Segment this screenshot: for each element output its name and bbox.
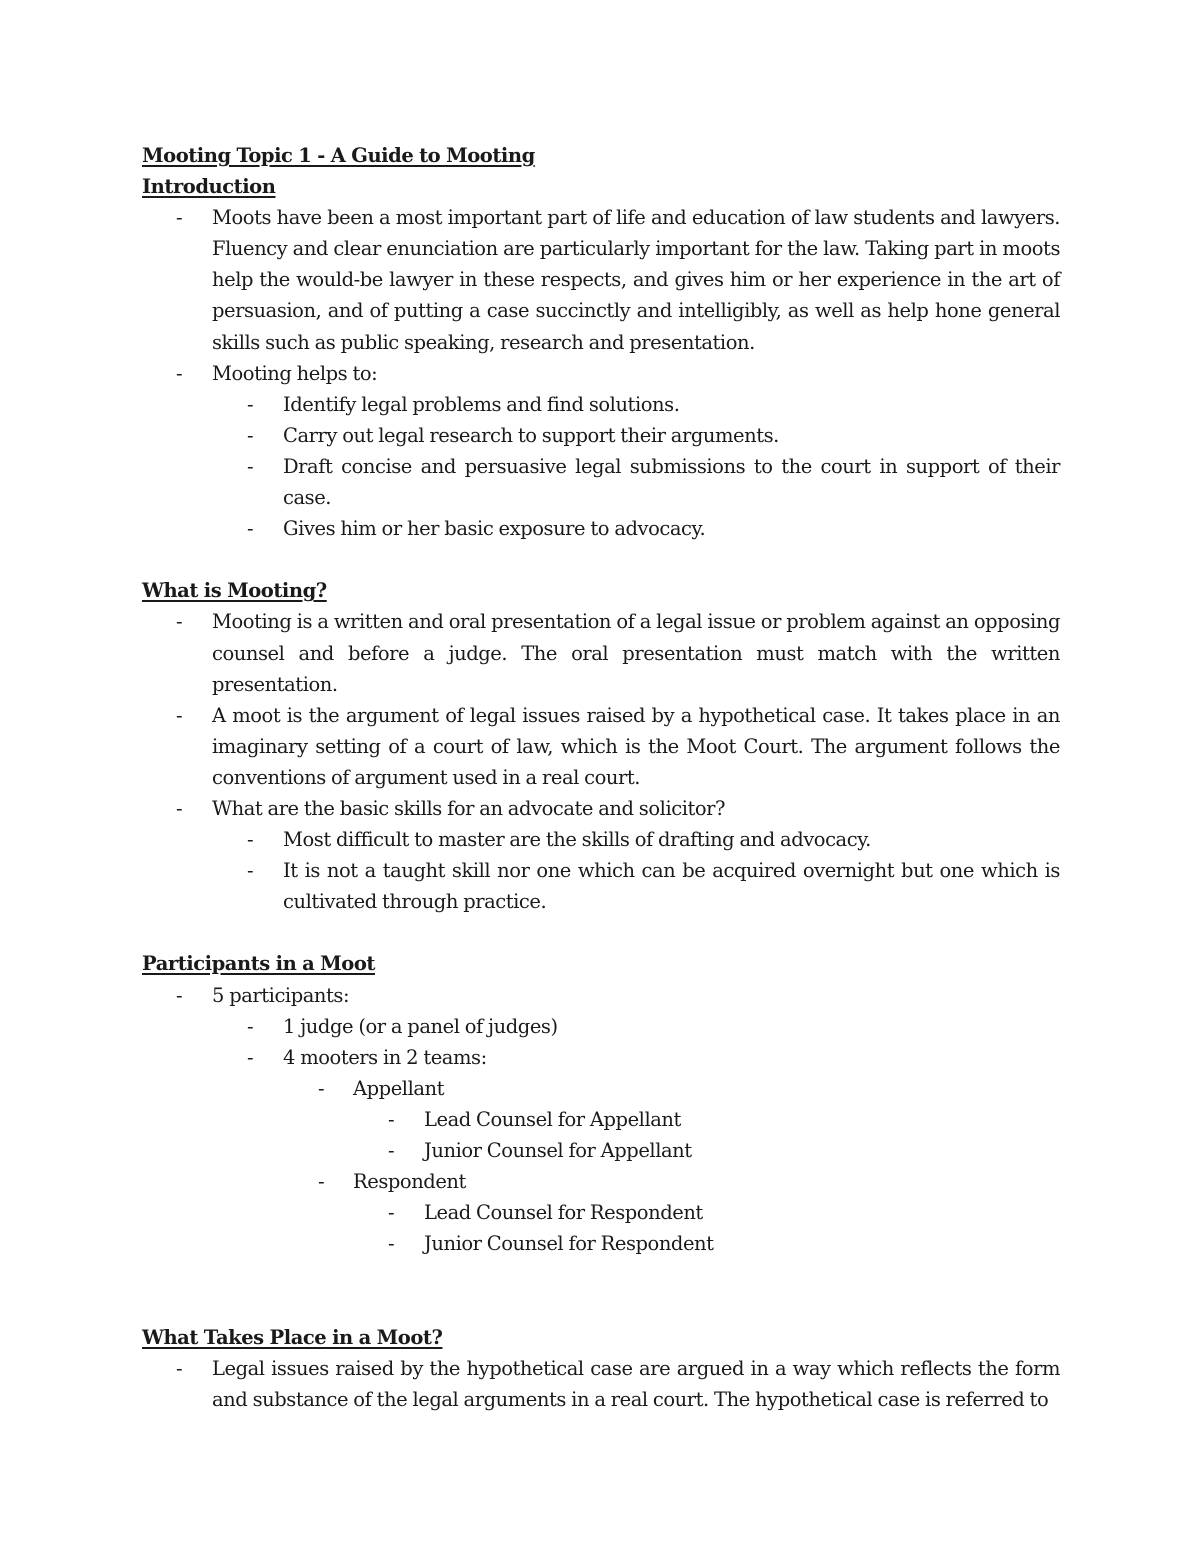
list-item: - Junior Counsel for Appellant xyxy=(142,1135,1060,1166)
list-item: - Appellant xyxy=(142,1073,1060,1104)
list-item: - Most difficult to master are the skills of drafting and advocacy. xyxy=(142,824,1060,855)
bullet-dash: - xyxy=(247,828,254,852)
bullet-dash: - xyxy=(388,1107,395,1131)
list-item: - 5 participants: xyxy=(142,980,1060,1011)
list-item: - Lead Counsel for Respondent xyxy=(142,1197,1060,1228)
list-item: - 1 judge (or a panel of judges) xyxy=(142,1011,1060,1042)
bullet-dash: - xyxy=(176,983,183,1007)
spacer xyxy=(142,917,1060,948)
bullet-dash: - xyxy=(247,423,254,447)
bullet-dash: - xyxy=(247,1045,254,1069)
list-item: - A moot is the argument of legal issues raised by a hypothetical case. It takes place in an imaginary setting of a court of law, which is the Moot Court. The argument follows the conventions of argument used in a real court. xyxy=(142,700,1060,793)
list-item: - Carry out legal research to support their arguments. xyxy=(142,420,1060,451)
section-heading-introduction: Introduction xyxy=(142,175,276,199)
bullet-dash: - xyxy=(176,206,183,230)
document-title: Mooting Topic 1 - A Guide to Mooting xyxy=(142,144,535,167)
what-is-mooting-list xyxy=(142,606,1060,917)
bullet-dash: - xyxy=(247,392,254,416)
bullet-dash: - xyxy=(176,361,183,385)
list-item: - Legal issues raised by the hypothetical case are argued in a way which reflects the form and substance of the legal arguments in a real court. The hypothetical case is referred to xyxy=(142,1353,1060,1415)
list-item: - Mooting helps to: xyxy=(142,358,1060,389)
bullet-dash: - xyxy=(388,1232,395,1256)
bullet-dash: - xyxy=(318,1170,325,1194)
bullet-dash: - xyxy=(176,1356,183,1380)
list-item: - Gives him or her basic exposure to advocacy. xyxy=(142,513,1060,544)
list-item: - Junior Counsel for Respondent xyxy=(142,1228,1060,1259)
bullet-dash: - xyxy=(318,1076,325,1100)
section-heading-participants: Participants in a Moot xyxy=(142,952,375,976)
introduction-list xyxy=(142,202,1060,544)
section-heading-takes-place: What Takes Place in a Moot? xyxy=(142,1325,443,1349)
spacer xyxy=(142,1259,1060,1321)
list-item: - Respondent xyxy=(142,1166,1060,1197)
list-item: - What are the basic skills for an advocate and solicitor? xyxy=(142,793,1060,824)
spacer xyxy=(142,544,1060,575)
bullet-dash: - xyxy=(176,610,183,634)
list-item: - It is not a taught skill nor one which can be acquired overnight but one which is cultivated through practice. xyxy=(142,855,1060,917)
list-item: - Identify legal problems and find solutions. xyxy=(142,389,1060,420)
bullet-dash: - xyxy=(176,796,183,820)
bullet-dash: - xyxy=(247,859,254,883)
participants-list xyxy=(142,980,1060,1260)
bullet-dash: - xyxy=(176,703,183,727)
bullet-dash: - xyxy=(247,454,254,478)
bullet-dash: - xyxy=(388,1139,395,1162)
list-item: - Mooting is a written and oral presentation of a legal issue or problem against an opposing counsel and before a judge. The oral presentation must match with the written presentation. xyxy=(142,606,1060,699)
bullet-dash: - xyxy=(388,1201,395,1225)
list-item: - Lead Counsel for Appellant xyxy=(142,1104,1060,1135)
bullet-dash: - xyxy=(247,1014,254,1038)
section-heading-what-is-mooting: What is Mooting? xyxy=(142,579,327,603)
list-item: - Draft concise and persuasive legal submissions to the court in support of their case. xyxy=(142,451,1060,513)
bullet-dash: - xyxy=(247,517,254,541)
list-item: - Moots have been a most important part of life and education of law students and lawyers. Fluency and clear enunciation are particularly important for the law. Taking part in moots help the would-be lawyer in these respects, and gives him or her experience in the art of persuasion, and of putting a case succinctly and intelligibly, as well as help hone general skills such as public speaking, research and presentation. xyxy=(142,202,1060,357)
list-item: - 4 mooters in 2 teams: xyxy=(142,1042,1060,1073)
document-page xyxy=(142,140,1060,1415)
takes-place-list xyxy=(142,1353,1060,1415)
